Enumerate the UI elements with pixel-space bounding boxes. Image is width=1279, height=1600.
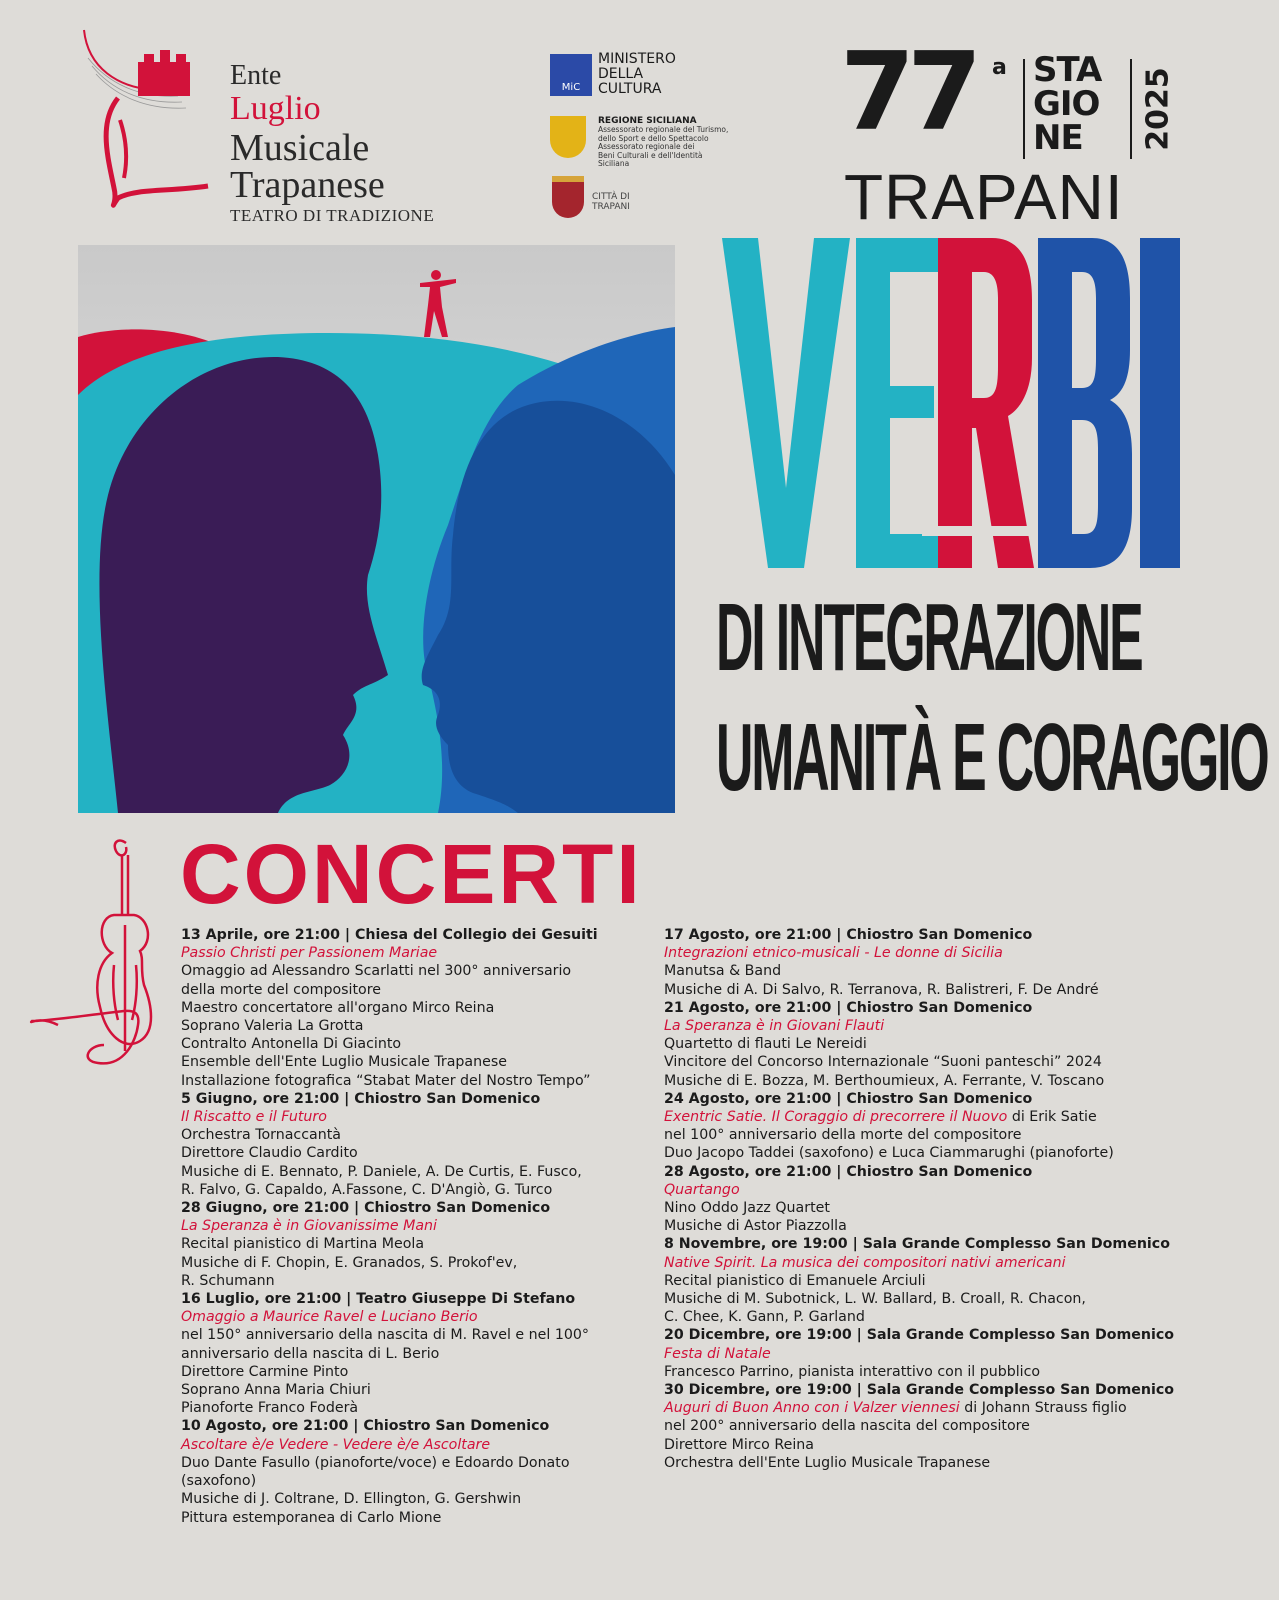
concert-title — [181, 1308, 598, 1326]
concert-title — [664, 1017, 1174, 1035]
concert-title-text: Omaggio a Maurice Ravel e Luciano Berio — [181, 1309, 478, 1326]
city-crest-icon — [552, 176, 584, 218]
concert-detail-line: nel 200° anniversario della nascita del compositore — [664, 1418, 1030, 1435]
city-name: CITTÀ DI TRAPANI — [592, 192, 630, 212]
concert-detail-line: Quartetto di flauti Le Nereidi — [664, 1036, 867, 1053]
concert-detail-line: anniversario della nascita di L. Berio — [181, 1345, 440, 1362]
concert-title-text: Integrazioni etnico-musicali - Le donne di Sicilia — [664, 945, 1003, 962]
concert-entry — [664, 1163, 1174, 1236]
concert-detail-line: Omaggio ad Alessandro Scarlatti nel 300° anniversario — [181, 963, 572, 980]
concert-detail-line: Pianoforte Franco Foderà — [181, 1400, 359, 1417]
concert-title — [664, 1254, 1174, 1272]
concert-title-text: Exentric Satie. Il Coraggio di precorrere il Nuovo — [664, 1109, 1008, 1126]
season-word: STA GIO NE — [1033, 50, 1102, 158]
season-ordinal: a — [992, 55, 1007, 80]
concert-entry — [664, 1090, 1174, 1163]
season-divider — [1130, 59, 1132, 159]
logo-line-luglio: Luglio — [230, 90, 321, 127]
concert-date-venue: 24 Agosto, ore 21:00 | Chiostro San Domenico — [664, 1090, 1033, 1107]
ente-luglio-logo — [78, 28, 478, 228]
logo-line-musicale: Musicale — [230, 127, 370, 169]
concert-detail-line: Musiche di A. Di Salvo, R. Terranova, R. Balistreri, F. De André — [664, 981, 1099, 998]
concert-entry — [181, 1090, 598, 1199]
season-block — [840, 30, 1200, 235]
concert-detail-line: Musiche di M. Subotnick, L. W. Ballard, B. Croall, R. Chacon, — [664, 1291, 1086, 1308]
concert-detail-line: Musiche di F. Chopin, E. Granados, S. Prokof'ev, — [181, 1254, 518, 1271]
concert-detail-line: Manutsa & Band — [664, 963, 782, 980]
logo-line-teatro: TEATRO DI TRADIZIONE — [230, 206, 435, 225]
concert-detail-line: R. Schumann — [181, 1272, 275, 1289]
concert-detail-line: della morte del compositore — [181, 981, 381, 998]
concert-title — [664, 1108, 1174, 1126]
institutional-logos — [550, 52, 730, 232]
concert-entry — [664, 926, 1174, 999]
region-title: REGIONE SICILIANA — [598, 116, 697, 126]
concert-title-text: La Speranza è in Giovanissime Mani — [181, 1218, 437, 1235]
concert-detail-line: nel 150° anniversario della nascita di M. Ravel e nel 100° — [181, 1327, 590, 1344]
concert-date-venue: 16 Luglio, ore 21:00 | Teatro Giuseppe Di Stefano — [181, 1291, 576, 1308]
concert-title — [664, 944, 1174, 962]
concert-date-venue: 21 Agosto, ore 21:00 | Chiostro San Domenico — [664, 999, 1033, 1016]
concert-title — [181, 1436, 598, 1454]
concert-title — [664, 1345, 1174, 1363]
concert-detail-line: Orchestra dell'Ente Luglio Musicale Trapanese — [664, 1454, 991, 1471]
concert-detail-line: Orchestra Tornaccantà — [181, 1127, 341, 1144]
verbi-lettering-icon — [722, 238, 1182, 578]
concert-detail-line: C. Chee, K. Gann, P. Garland — [664, 1309, 865, 1326]
concert-title-text: Auguri di Buon Anno con i Valzer viennesi — [664, 1400, 960, 1417]
concert-date-venue: 13 Aprile, ore 21:00 | Chiesa del Collegio dei Gesuiti — [181, 927, 598, 943]
region-departments: Assessorato regionale del Turismo, dello Sport e dello Spettacolo Assessorato regionale dei Beni Culturali e dell'Identità Siciliana — [598, 125, 729, 168]
concert-detail-line: Nino Oddo Jazz Quartet — [664, 1200, 830, 1217]
concert-detail-line: Ensemble dell'Ente Luglio Musicale Trapanese — [181, 1054, 507, 1071]
logo-line-trapanese: Trapanese — [230, 164, 385, 206]
concert-title-suffix: di Erik Satie — [1007, 1109, 1097, 1126]
ministry-badge: MiC — [561, 82, 581, 93]
logo-line-ente: Ente — [230, 60, 282, 91]
concert-entry — [181, 1290, 598, 1417]
concerts-right-column — [664, 926, 1174, 1472]
concert-entry — [181, 1417, 598, 1526]
concert-title-text: Native Spirit. La musica dei compositori nativi americani — [664, 1254, 1066, 1271]
concert-detail-line: Duo Dante Fasullo (pianoforte/voce) e Edoardo Donato — [181, 1454, 570, 1471]
concert-title-suffix: di Johann Strauss figlio — [959, 1400, 1127, 1417]
verbi-title — [722, 238, 1182, 578]
season-year: 2025 — [1140, 67, 1176, 151]
concert-entry — [181, 1199, 598, 1290]
concert-detail-line: Soprano Anna Maria Chiuri — [181, 1382, 371, 1399]
concert-detail-line: Musiche di E. Bozza, M. Berthoumieux, A. Ferrante, V. Toscano — [664, 1072, 1105, 1089]
season-city: TRAPANI — [844, 161, 1124, 233]
subtitle-integrazione: DI INTEGRAZIONE — [716, 584, 1142, 691]
concert-detail-line: Direttore Carmine Pinto — [181, 1363, 349, 1380]
concert-detail-line: (saxofono) — [181, 1473, 257, 1490]
concert-date-venue: 10 Agosto, ore 21:00 | Chiostro San Domenico — [181, 1418, 550, 1435]
concert-title — [664, 1181, 1174, 1199]
concert-detail-line: Vincitore del Concorso Internazionale “Suoni panteschi” 2024 — [664, 1054, 1102, 1071]
concert-entry — [664, 1326, 1174, 1381]
ministry-name: MINISTERO DELLA CULTURA — [598, 51, 676, 97]
concert-date-venue: 28 Agosto, ore 21:00 | Chiostro San Domenico — [664, 1163, 1033, 1180]
concert-title-text: Ascoltare è/e Vedere - Vedere è/e Ascoltare — [181, 1436, 491, 1453]
concert-date-venue: 5 Giugno, ore 21:00 | Chiostro San Domenico — [181, 1090, 541, 1107]
concert-detail-line: Musiche di Astor Piazzolla — [664, 1218, 847, 1235]
concert-title-text: Quartango — [664, 1181, 740, 1198]
concert-detail-line: Recital pianistico di Emanuele Arciuli — [664, 1272, 926, 1289]
concert-entry — [664, 1381, 1174, 1472]
concert-date-venue: 30 Dicembre, ore 19:00 | Sala Grande Complesso San Domenico — [664, 1382, 1175, 1399]
concert-entry — [181, 926, 598, 1090]
concert-entry — [664, 1235, 1174, 1326]
concert-detail-line: Recital pianistico di Martina Meola — [181, 1236, 425, 1253]
season-number: 77 — [840, 30, 975, 155]
season-divider — [1023, 59, 1025, 159]
subtitle-umanita: UMANITÀ E CORAGGIO — [716, 704, 1268, 811]
concert-title — [664, 1399, 1174, 1417]
concerts-heading: CONCERTI — [180, 827, 643, 921]
concert-date-venue: 17 Agosto, ore 21:00 | Chiostro San Domenico — [664, 927, 1033, 943]
concert-date-venue: 28 Giugno, ore 21:00 | Chiostro San Domenico — [181, 1200, 551, 1217]
concert-date-venue: 8 Novembre, ore 19:00 | Sala Grande Complesso San Domenico — [664, 1236, 1170, 1253]
concert-detail-line: Direttore Claudio Cardito — [181, 1145, 358, 1162]
region-shield-icon — [550, 116, 586, 158]
concert-detail-line: Soprano Valeria La Grotta — [181, 1018, 364, 1035]
concert-title-text: Il Riscatto e il Futuro — [181, 1109, 327, 1126]
concert-detail-line: Pittura estemporanea di Carlo Mione — [181, 1509, 442, 1526]
concert-title — [181, 1108, 598, 1126]
concert-detail-line: Installazione fotografica “Stabat Mater del Nostro Tempo” — [181, 1072, 591, 1089]
concert-date-venue: 20 Dicembre, ore 19:00 | Sala Grande Complesso San Domenico — [664, 1327, 1175, 1344]
concert-detail-line: nel 100° anniversario della morte del compositore — [664, 1127, 1022, 1144]
concert-title-text: Passio Christi per Passionem Mariae — [181, 945, 438, 962]
concert-detail-line: Direttore Mirco Reina — [664, 1436, 814, 1453]
concert-title-text: La Speranza è in Giovani Flauti — [664, 1018, 885, 1035]
logo-emblem-icon — [78, 28, 238, 228]
concert-detail-line: Musiche di J. Coltrane, D. Ellington, G. Gershwin — [181, 1491, 522, 1508]
concert-title — [181, 1217, 598, 1235]
concert-detail-line: Maestro concertatore all'organo Mirco Reina — [181, 999, 495, 1016]
concert-detail-line: Musiche di E. Bennato, P. Daniele, A. De Curtis, E. Fusco, — [181, 1163, 582, 1180]
concert-title — [181, 944, 598, 962]
concert-entry — [664, 999, 1174, 1090]
concert-detail-line: Duo Jacopo Taddei (saxofono) e Luca Ciammarughi (pianoforte) — [664, 1145, 1114, 1162]
concerts-left-column — [181, 926, 598, 1527]
concert-detail-line: Francesco Parrino, pianista interattivo con il pubblico — [664, 1363, 1041, 1380]
concert-title-text: Festa di Natale — [664, 1345, 771, 1362]
concert-detail-line: R. Falvo, G. Capaldo, A.Fassone, C. D'Angiò, G. Turco — [181, 1181, 553, 1198]
faces-illustration — [78, 245, 675, 813]
concert-detail-line: Contralto Antonella Di Giacinto — [181, 1036, 402, 1053]
violin-icon — [28, 835, 168, 1075]
